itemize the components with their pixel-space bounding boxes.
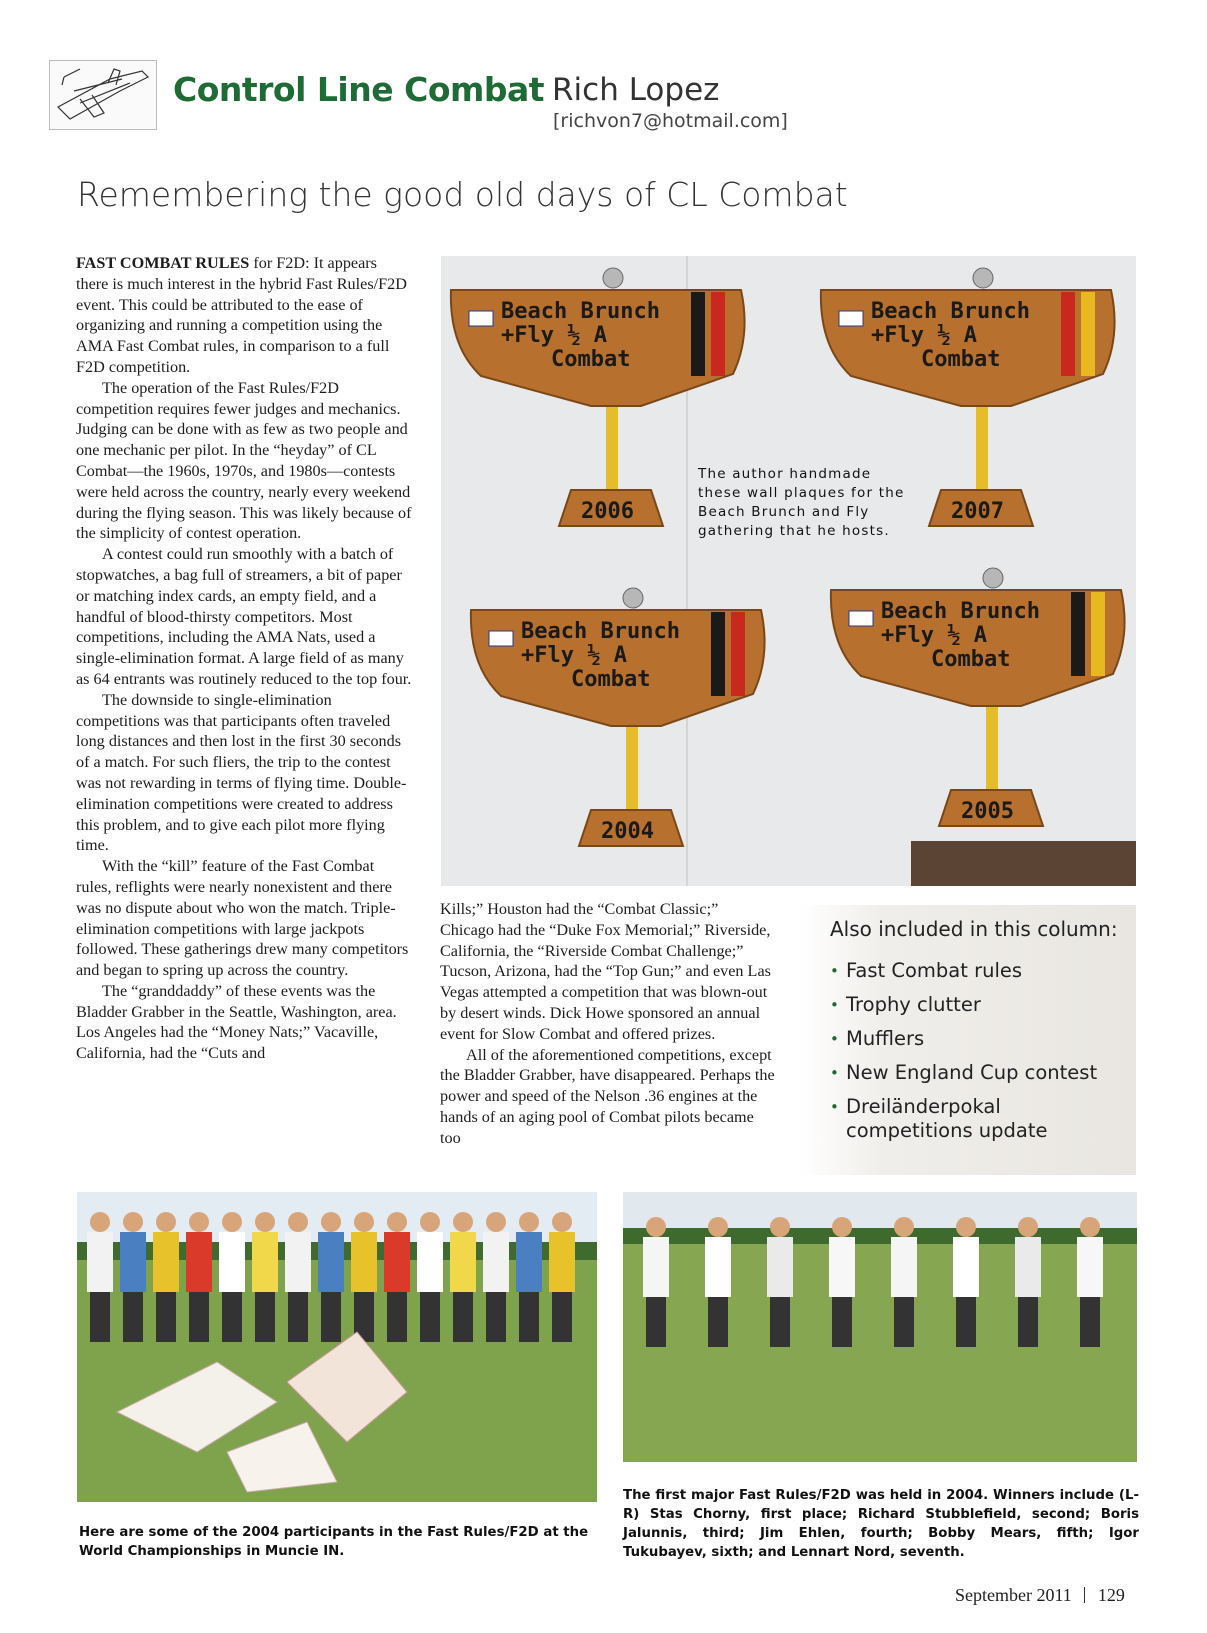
person-figure: [953, 1237, 979, 1297]
plaque-stripe: [1081, 292, 1095, 376]
flag-icon: [489, 631, 513, 646]
author-name: Rich Lopez: [552, 72, 720, 108]
engine-icon: [623, 588, 643, 608]
sidebar-item-label: Fast Combat rules: [846, 959, 1023, 982]
person-head: [288, 1212, 308, 1232]
article-column-middle: [440, 899, 776, 1149]
plaque-stripe: [711, 292, 725, 376]
participants-group-photo: [77, 1192, 597, 1502]
plaque-stripe: [1091, 592, 1105, 676]
article-column-left: [76, 253, 412, 1064]
person-head: [354, 1212, 374, 1232]
issue-date: September 2011: [955, 1585, 1072, 1605]
person-legs: [1080, 1297, 1100, 1347]
bullet-icon: •: [830, 1064, 839, 1082]
person-figure: [767, 1237, 793, 1297]
sidebar-item-label: Trophy clutter: [846, 993, 981, 1016]
person-figure: [829, 1237, 855, 1297]
person-legs: [894, 1297, 914, 1347]
person-legs: [519, 1292, 539, 1342]
person-figure: [705, 1237, 731, 1297]
plaque-text: +Fly ½ A: [881, 623, 987, 648]
person-head: [552, 1212, 572, 1232]
person-legs: [646, 1297, 666, 1347]
person-legs: [387, 1292, 407, 1342]
person-figure: [643, 1237, 669, 1297]
flag-icon: [839, 311, 863, 326]
engine-icon: [983, 568, 1003, 588]
plaque-year: 2005: [961, 799, 1014, 824]
bullet-icon: •: [830, 1030, 839, 1048]
flag-icon: [849, 611, 873, 626]
person-head: [708, 1217, 728, 1237]
person-figure: [87, 1232, 113, 1292]
article-paragraph: The downside to single-elimination competitions was that participants often traveled long distances and then lost in the first 30 seconds of a match. For such fliers, the trip to the contest was not rewarding in terms of flying time. Double-elimination competitions were created to address this problem, and to give each pilot more flying time.: [76, 690, 407, 855]
winners-photo-illustration: [623, 1192, 1137, 1462]
paragraph-text: for F2D: It appears there is much interest in the hybrid Fast Rules/F2D event. This could be attributed to the ease of organizing and running a competition using the AMA Fast Combat rules, in comparison to a full F2D competition.: [76, 254, 407, 376]
person-figure: [252, 1232, 278, 1292]
plaque-text: +Fly ½ A: [871, 323, 977, 348]
person-figure: [483, 1232, 509, 1292]
plaque-text: Beach Brunch: [871, 299, 1030, 324]
person-figure: [516, 1232, 542, 1292]
plaque-stripe: [1071, 592, 1085, 676]
person-legs: [321, 1292, 341, 1342]
group-photo-illustration: [77, 1192, 597, 1502]
person-legs: [156, 1292, 176, 1342]
plaques-illustration: [441, 256, 1136, 886]
engine-icon: [973, 268, 993, 288]
person-head: [453, 1212, 473, 1232]
sidebar-item-label: Mufflers: [846, 1027, 925, 1050]
person-head: [646, 1217, 666, 1237]
article-paragraph: With the “kill” feature of the Fast Combat rules, reflights were nearly nonexistent and there was no dispute about who won the match. Triple-elimination competitions with large jackpots followed. These gatherings drew many competitors and began to spring up across the country.: [76, 857, 409, 980]
person-head: [519, 1212, 539, 1232]
person-figure: [417, 1232, 443, 1292]
person-figure: [120, 1232, 146, 1292]
plaque-stripe: [691, 292, 705, 376]
sidebar-list-item: [830, 1061, 1130, 1085]
person-legs: [1018, 1297, 1038, 1347]
person-legs: [708, 1297, 728, 1347]
plaque-text: Combat: [921, 347, 1001, 372]
person-legs: [420, 1292, 440, 1342]
plaque-text: Combat: [571, 667, 651, 692]
person-figure: [1015, 1237, 1041, 1297]
article-headline: Remembering the good old days of CL Combat: [77, 175, 848, 214]
plaque-text: Combat: [551, 347, 631, 372]
person-figure: [285, 1232, 311, 1292]
sidebar-list-item: [830, 1027, 1130, 1051]
person-head: [420, 1212, 440, 1232]
person-legs: [956, 1297, 976, 1347]
plaque-text: Beach Brunch: [501, 299, 660, 324]
person-legs: [255, 1292, 275, 1342]
person-figure: [891, 1237, 917, 1297]
article-paragraph: All of the aforementioned competitions, except the Bladder Grabber, have disappeared. Perhaps the power and speed of the Nelson .36 engines at the hands of an aging pool of Combat pilots became too: [440, 1045, 775, 1147]
plaque-stripe: [711, 612, 725, 696]
person-legs: [770, 1297, 790, 1347]
plaque-text: +Fly ½ A: [521, 643, 627, 668]
person-figure: [318, 1232, 344, 1292]
person-figure: [1077, 1237, 1103, 1297]
person-legs: [288, 1292, 308, 1342]
pushrod-stick: [976, 406, 988, 496]
article-paragraph: The operation of the Fast Rules/F2D competition requires fewer judges and mechanics. Judging can be done with as few as two people and one mechanic per pilot. In the “heyday” of CL Combat—the 1960s, 1970s, and 1980s—contests were held across the country, nearly every weekend during the flying season. This was likely because of the simplicity of contest operation.: [76, 378, 412, 543]
plaques-photo: [441, 256, 1136, 886]
person-head: [189, 1212, 209, 1232]
person-head: [1018, 1217, 1038, 1237]
airplane-sketch: [50, 61, 156, 129]
bullet-icon: •: [830, 1098, 839, 1116]
footer-divider: [1084, 1587, 1085, 1603]
person-legs: [832, 1297, 852, 1347]
person-head: [956, 1217, 976, 1237]
engine-icon: [603, 268, 623, 288]
person-legs: [123, 1292, 143, 1342]
person-head: [1080, 1217, 1100, 1237]
bullet-icon: •: [830, 962, 839, 980]
plaque-year: 2007: [951, 499, 1004, 524]
article-paragraph: The “granddaddy” of these events was the Bladder Grabber in the Seattle, Washington, area. Los Angeles had the “Money Nats;” Vacaville, California, had the “Cuts and: [76, 981, 397, 1063]
plaque-stripe: [1061, 292, 1075, 376]
sidebar-list: [830, 959, 1130, 1153]
plaques-caption: The author handmade these wall plaques for the Beach Brunch and Fly gathering that he hosts.: [698, 466, 905, 539]
person-legs: [552, 1292, 572, 1342]
winners-group-photo: [623, 1192, 1137, 1462]
person-legs: [189, 1292, 209, 1342]
section-title: Control Line Combat: [173, 70, 545, 109]
person-figure: [450, 1232, 476, 1292]
person-figure: [549, 1232, 575, 1292]
person-head: [255, 1212, 275, 1232]
article-paragraph: A contest could run smoothly with a batch of stopwatches, a bag full of streamers, a bit of paper or matching index cards, an empty field, and a handful of blood-thirsty competitors. Most competitions, including the AMA Nats, used a single-elimination format. A large field of as many as 64 entrants was routinely reduced to the top four.: [76, 545, 412, 688]
author-email[interactable]: [richvon7@hotmail.com]: [553, 110, 788, 132]
pushrod-stick: [986, 706, 998, 796]
person-legs: [453, 1292, 473, 1342]
person-head: [90, 1212, 110, 1232]
person-figure: [186, 1232, 212, 1292]
plaque-year: 2006: [581, 499, 634, 524]
person-head: [222, 1212, 242, 1232]
sidebar-title: Also included in this column:: [830, 917, 1118, 941]
sidebar-list-item: [830, 1095, 1130, 1143]
person-figure: [384, 1232, 410, 1292]
person-head: [832, 1217, 852, 1237]
plaque-text: +Fly ½ A: [501, 323, 607, 348]
plaque-text: Beach Brunch: [521, 619, 680, 644]
article-paragraph: [76, 253, 412, 378]
pushrod-stick: [606, 406, 618, 496]
participants-photo-caption: Here are some of the 2004 participants in the Fast Rules/F2D at the World Championships in Muncie IN.: [79, 1525, 589, 1559]
article-paragraph: Kills;” Houston had the “Combat Classic;” Chicago had the “Duke Fox Memorial;” Riverside, California, the “Riverside Combat Challenge;” Tucson, Arizona, had the “Top Gun;” and even Las Vegas attempted a competition that was blown-out by desert winds. Dick Howe sponsored an annual event for Slow Combat and offered prizes.: [440, 900, 771, 1043]
person-head: [387, 1212, 407, 1232]
person-head: [123, 1212, 143, 1232]
sidebar-list-item: [830, 993, 1130, 1017]
also-included-sidebar: [800, 905, 1136, 1175]
plaque-text: Beach Brunch: [881, 599, 1040, 624]
plaque-text: Combat: [931, 647, 1011, 672]
person-legs: [486, 1292, 506, 1342]
page-number: 129: [1097, 1585, 1125, 1605]
sidebar-item-label: Dreiländerpokal competitions update: [846, 1095, 1048, 1142]
plaque-year: 2004: [601, 819, 654, 844]
winners-photo-caption: The first major Fast Rules/F2D was held in 2004. Winners include (L-R) Stas Chorny, first place; Richard Stubblefield, second; Boris Jalunnis, third; Jim Ehlen, fourth; Bobby Mears, fifth; Igor Tukubayev, sixth; and Lennart Nord, seventh.: [623, 1488, 1139, 1560]
person-figure: [153, 1232, 179, 1292]
paragraph-lead: FAST COMBAT RULES: [76, 254, 250, 272]
sidebar-item-label: New England Cup contest: [846, 1061, 1098, 1084]
person-head: [321, 1212, 341, 1232]
person-head: [156, 1212, 176, 1232]
person-figure: [351, 1232, 377, 1292]
flag-icon: [469, 311, 493, 326]
person-legs: [90, 1292, 110, 1342]
person-figure: [219, 1232, 245, 1292]
sidebar-list-item: [830, 959, 1130, 983]
bullet-icon: •: [830, 996, 839, 1014]
pushrod-stick: [626, 726, 638, 816]
person-legs: [222, 1292, 242, 1342]
plaque-stripe: [731, 612, 745, 696]
control-line-airplane-icon: [49, 60, 157, 130]
person-head: [770, 1217, 790, 1237]
person-head: [486, 1212, 506, 1232]
person-head: [894, 1217, 914, 1237]
page-footer: [955, 1585, 1125, 1606]
